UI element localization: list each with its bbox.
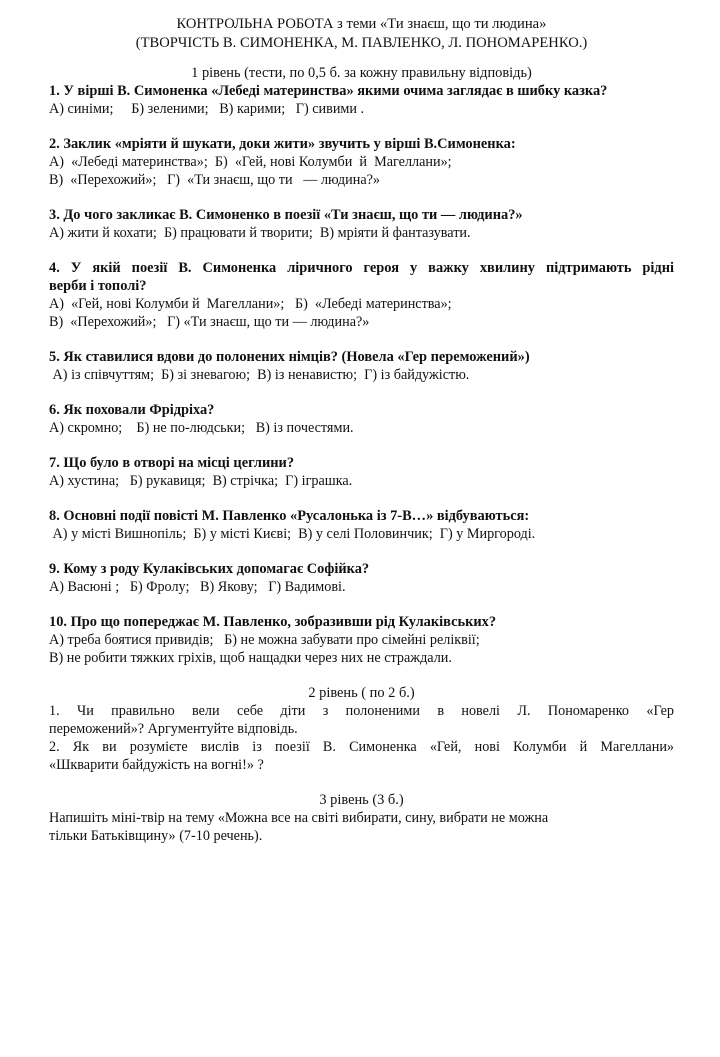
question-text: 5. Як ставилися вдови до полонених німців? (Новела «Гер переможений») (49, 349, 530, 365)
question-options: А) із співчуттям; Б) зі зневагою; В) із ненавистю; Г) із байдужістю. (49, 367, 470, 383)
level-2-heading: 2 рівень ( по 2 б.) (308, 685, 415, 701)
title-line-2: (ТВОРЧІСТЬ В. СИМОНЕНКА, М. ПАВЛЕНКО, Л. ПОНОМАРЕНКО.) (135, 35, 588, 51)
level-1-label: 1 рівень (191, 65, 241, 81)
question-text (49, 259, 674, 295)
question-options: А) у місті Вишнопіль; Б) у місті Києві; В) у селі Половинчик; Г) у Миргороді. (49, 526, 536, 542)
level-2-question-2 (49, 738, 674, 774)
question-8 (49, 507, 674, 543)
document-title (49, 15, 674, 53)
question-text: 6. Як поховали Фрідріха? (49, 402, 215, 418)
level-3-task (49, 809, 674, 845)
question-options: А) «Лебеді материнства»; Б) «Гей, нові Колумби й Магеллани»; (49, 154, 452, 170)
question-options: В) «Перехожий»; Г) «Ти знаєш, що ти — людина?» (49, 172, 381, 188)
question-text: 2. Заклик «мріяти й шукати, доки жити» звучить у вірші В.Симоненка: (49, 136, 516, 152)
question-options: В) «Перехожий»; Г) «Ти знаєш, що ти — людина?» (49, 314, 370, 330)
question-options: А) хустина; Б) рукавиця; В) стрічка; Г) іграшка. (49, 473, 353, 489)
question-text: 9. Кому з роду Кулаківських допомагає Софійка? (49, 561, 370, 577)
title-line-1: КОНТРОЛЬНА РОБОТА з теми «Ти знаєш, що ти людина» (176, 16, 547, 32)
question-6 (49, 401, 674, 437)
question-options: А) треба боятися привидів; Б) не можна забувати про сімейні реліквії; (49, 632, 480, 648)
question-4 (49, 259, 674, 331)
level-2-question-1 (49, 702, 674, 738)
level-1-note: (тести, по 0,5 б. за кожну правильну відповідь) (240, 65, 532, 81)
question-text: 8. Основні події повісті М. Павленко «Русалонька із 7-В…» відбуваються: (49, 508, 530, 524)
question-options: А) «Гей, нові Колумби й Магеллани»; Б) «Лебеді материнства»; (49, 296, 452, 312)
level-2-q1-line-2: переможений»? Аргументуйте відповідь. (49, 721, 298, 737)
question-options: В) не робити тяжких гріхів, щоб нащадки через них не страждали. (49, 650, 452, 666)
question-text-line-1: 4. У якій поезії В. Симоненка ліричного героя у важку хвилину підтримають рідні (49, 260, 674, 276)
level-3-heading: 3 рівень (3 б.) (319, 792, 404, 808)
question-3 (49, 206, 674, 242)
question-text: 10. Про що попереджає М. Павленко, зобразивши рід Кулаківських? (49, 614, 497, 630)
question-text-line-2: верби і тополі? (49, 278, 147, 294)
question-options: А) Васюні ; Б) Фролу; В) Якову; Г) Вадимові. (49, 579, 346, 595)
level-2-q2-line-1: 2. Як ви розумієте вислів із поезії В. Симоненка «Гей, нові Колумби й Магеллани» (49, 739, 674, 755)
question-7 (49, 454, 674, 490)
question-options: А) синіми; Б) зеленими; В) карими; Г) сивими . (49, 101, 365, 117)
question-text: 3. До чого закликає В. Симоненко в поезії «Ти знаєш, що ти — людина?» (49, 207, 523, 223)
level-2-q1-line-1: 1. Чи правильно вели себе діти з полоненими в новелі Л. Пономаренко «Гер (49, 703, 674, 719)
question-2 (49, 135, 674, 189)
level-3-line-2: тільки Батьківщину» (7-10 речень). (49, 828, 263, 844)
question-options: А) скромно; Б) не по-людськи; В) із почестями. (49, 420, 354, 436)
question-options: А) жити й кохати; Б) працювати й творити; В) мріяти й фантазувати. (49, 225, 471, 241)
level-3-line-1: Напишіть міні-твір на тему «Можна все на світі вибирати, сину, вибрати не можна (49, 810, 549, 826)
question-text: 1. У вірші В. Симоненка «Лебеді материнства» якими очима заглядає в шибку казка? (49, 83, 608, 99)
question-1 (49, 82, 674, 118)
question-text: 7. Що було в отворі на місці цеглини? (49, 455, 295, 471)
question-5 (49, 348, 674, 384)
level-1-heading (49, 64, 674, 82)
question-10 (49, 613, 674, 667)
level-2-q2-line-2: «Шкварити байдужість на вогні!» ? (49, 757, 264, 773)
question-9 (49, 560, 674, 596)
